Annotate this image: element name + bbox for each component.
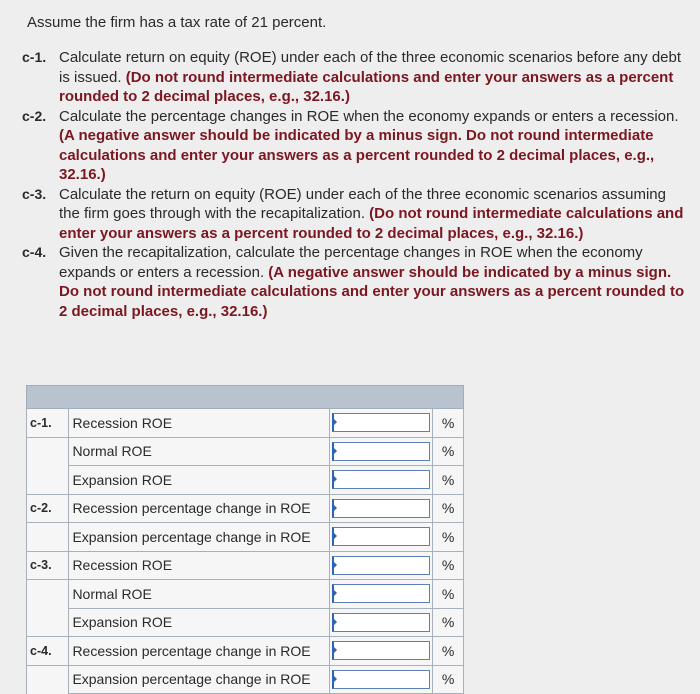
question-instruction: (A negative answer should be indicated by a minus sign. Do not round intermediate calculations and enter your answers as a percent rounded to 2 decimal places, e.g., 32.16.) xyxy=(59,127,655,183)
answer-input[interactable] xyxy=(332,613,430,632)
input-marker-icon xyxy=(333,532,337,540)
answer-input[interactable] xyxy=(332,413,430,432)
row-label: Normal ROE xyxy=(69,437,330,466)
table-row xyxy=(27,637,464,666)
question-c4 xyxy=(22,243,690,321)
table-row xyxy=(27,665,464,694)
table-row xyxy=(27,523,464,552)
question-instruction: (Do not round intermediate calculations and enter your answers as a percent rounded to 2 decimal places, e.g., 32.16.) xyxy=(59,68,674,105)
percent-unit: % xyxy=(433,580,464,609)
percent-unit: % xyxy=(433,437,464,466)
question-number: c-2. xyxy=(22,107,47,124)
input-marker-icon xyxy=(333,589,337,597)
row-label: Normal ROE xyxy=(69,580,330,609)
question-number: c-3. xyxy=(22,185,47,202)
question-number: c-4. xyxy=(22,244,47,260)
table-row xyxy=(27,494,464,523)
percent-unit: % xyxy=(433,523,464,552)
input-marker-icon xyxy=(333,418,337,426)
answer-input[interactable] xyxy=(332,641,430,660)
row-label: Recession percentage change in ROE xyxy=(69,637,330,666)
question-instruction: (Do not round intermediate calculations and enter your answers as a percent rounded to 2 decimal places, e.g., 32.16.) xyxy=(59,205,684,242)
answer-table xyxy=(26,385,464,694)
answer-input[interactable] xyxy=(332,442,430,461)
part-label: c-1. xyxy=(27,409,69,438)
row-label: Expansion ROE xyxy=(69,466,330,495)
percent-unit: % xyxy=(433,637,464,666)
part-label xyxy=(27,437,69,466)
part-label: c-4. xyxy=(27,637,69,666)
question-c3 xyxy=(22,185,690,244)
input-marker-icon xyxy=(333,447,337,455)
answer-input[interactable] xyxy=(332,499,430,518)
part-label xyxy=(27,580,69,609)
row-label: Recession ROE xyxy=(69,551,330,580)
question-text: Calculate return on equity (ROE) under each of the three economic scenarios before any debt is issued. xyxy=(59,49,682,86)
part-label: c-2. xyxy=(27,494,69,523)
input-marker-icon xyxy=(333,475,337,483)
table-header xyxy=(27,386,464,409)
question-list xyxy=(22,48,690,321)
input-marker-icon xyxy=(333,504,337,512)
part-label xyxy=(27,523,69,552)
percent-unit: % xyxy=(433,551,464,580)
question-text: Calculate the percentage changes in ROE when the economy expands or enters a recession. xyxy=(59,107,679,125)
answer-input[interactable] xyxy=(332,670,430,689)
percent-unit: % xyxy=(433,608,464,637)
percent-unit: % xyxy=(433,665,464,694)
row-label: Recession percentage change in ROE xyxy=(69,494,330,523)
part-label xyxy=(27,665,69,694)
input-marker-icon xyxy=(333,561,337,569)
question-c2 xyxy=(22,107,690,185)
percent-unit: % xyxy=(433,494,464,523)
table-row xyxy=(27,466,464,495)
row-label: Expansion percentage change in ROE xyxy=(69,523,330,552)
part-label: c-3. xyxy=(27,551,69,580)
percent-unit: % xyxy=(433,409,464,438)
intro-text: Assume the firm has a tax rate of 21 percent. xyxy=(27,14,327,31)
answer-input[interactable] xyxy=(332,527,430,546)
question-text: Given the recapitalization, calculate the percentage changes in ROE when the economy expands or enters a recession. xyxy=(59,244,643,281)
part-label xyxy=(27,608,69,637)
input-marker-icon xyxy=(333,675,337,683)
table-row xyxy=(27,409,464,438)
input-marker-icon xyxy=(333,618,337,626)
percent-unit: % xyxy=(433,466,464,495)
part-label xyxy=(27,466,69,495)
answer-input[interactable] xyxy=(332,584,430,603)
answer-input[interactable] xyxy=(332,556,430,575)
question-text: Calculate the return on equity (ROE) under each of the three economic scenarios assuming the firm goes through with the recapitalization. xyxy=(59,185,666,222)
row-label: Recession ROE xyxy=(69,409,330,438)
table-row xyxy=(27,580,464,609)
question-c1 xyxy=(22,48,690,107)
row-label: Expansion ROE xyxy=(69,608,330,637)
row-label: Expansion percentage change in ROE xyxy=(69,665,330,694)
answer-input[interactable] xyxy=(332,470,430,489)
question-number: c-1. xyxy=(22,49,47,65)
table-row xyxy=(27,437,464,466)
table-row xyxy=(27,551,464,580)
table-row xyxy=(27,608,464,637)
question-instruction: (A negative answer should be indicated by a minus sign. Do not round intermediate calculations and enter your answers as a percent rounded to 2 decimal places, e.g., 32.16.) xyxy=(59,263,685,320)
input-marker-icon xyxy=(333,646,337,654)
